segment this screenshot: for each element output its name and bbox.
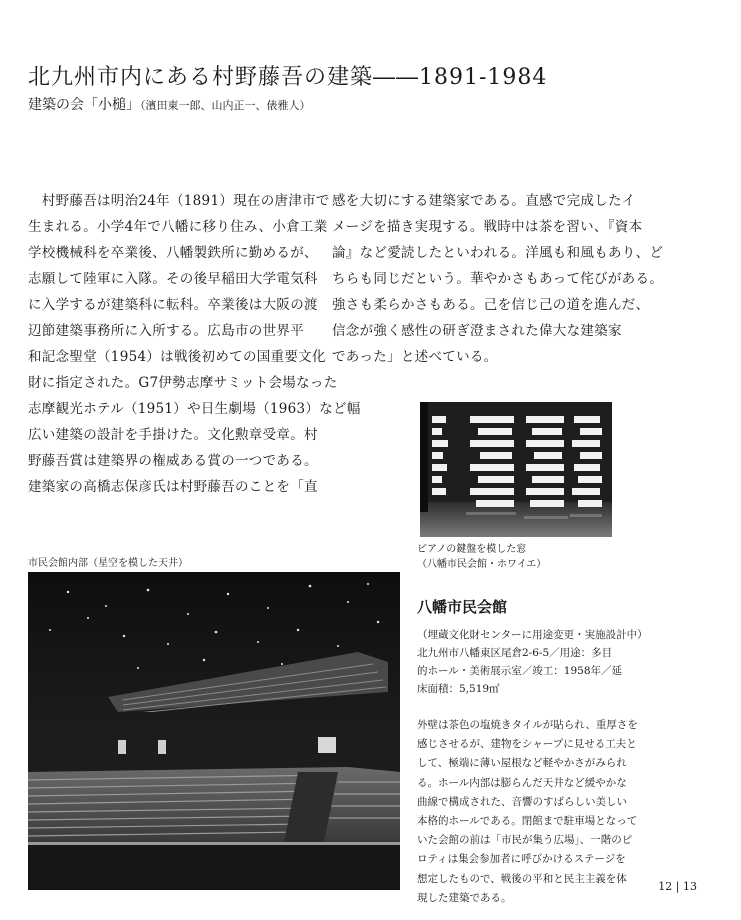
body-line: 志願して陸軍に入隊。その後早稲田大学電気科 <box>28 271 318 287</box>
info-line: 的ホール・美術展示室／竣工：1958年／延 <box>417 665 623 677</box>
body-line: メージを描き実現する。戦時中は茶を習い、『資本 <box>332 219 643 235</box>
body-line: 感を大切にする建築家である。直感で完成したイ <box>332 193 636 209</box>
body-line: であった」と述べている。 <box>332 349 498 365</box>
body-column-1 <box>28 188 361 500</box>
article-title: 北九州市内にある村野藤吾の建築――1891-1984 <box>28 65 548 90</box>
hall-photo-caption: 市民会館内部（星空を模した天井） <box>28 558 188 569</box>
info-line: （埋蔵文化財センターに用途変更・実施設計中） <box>417 629 648 641</box>
desc-line: 本格的ホールである。閉館まで駐車場となって <box>417 815 638 828</box>
desc-line: 想定したもので、戦後の平和と民主主義を体 <box>417 872 627 885</box>
info-line: 北九州市八幡東区尾倉2-6-5／用途：多目 <box>417 647 613 659</box>
desc-line: 外壁は茶色の塩焼きタイルが貼られ、重厚さを <box>417 719 638 731</box>
body-line: 野藤吾賞は建築界の権威ある賞の一つである。 <box>28 453 318 469</box>
desc-line: 現した建築である。 <box>417 891 512 904</box>
window-photo-caption <box>417 542 546 572</box>
hall-interior-photo <box>28 572 400 890</box>
building-description <box>417 716 638 908</box>
hall-interior-illustration <box>28 572 400 890</box>
desc-line: 曲線で構成された、音響のすばらしい美しい <box>417 795 627 808</box>
body-line: 辺節建築事務所に入所する。広島市の世界平 <box>28 323 304 339</box>
body-line: 強さも柔らかさもある。己を信じ己の道を進んだ、 <box>332 297 650 313</box>
desc-line: いた会館の前は「市民が集う広場」、一階のピ <box>417 834 633 847</box>
subtitle-members: （濱田東一郎、山内正一、俵雅人） <box>140 99 311 112</box>
piano-window-photo <box>420 402 612 537</box>
body-line: 村野藤吾は明治24年（1891）現在の唐津市で <box>28 193 330 209</box>
piano-window-illustration <box>420 402 612 537</box>
desc-line: して、極端に薄い屋根など軽やかさがみられ <box>417 757 627 770</box>
body-line: 生まれる。小学4年で八幡に移り住み、小倉工業 <box>28 219 328 235</box>
body-line: 信念が強く感性の研ぎ澄まされた偉大な建築家 <box>332 323 622 339</box>
body-line: に入学するが建築科に転科。卒業後は大阪の渡 <box>28 297 318 313</box>
desc-line: 感じさせるが、建物をシャープに見せる工夫と <box>417 738 637 751</box>
body-line: 学校機械科を卒業後、八幡製鉄所に勤めるが、 <box>28 245 318 261</box>
body-column-2 <box>332 188 663 370</box>
body-line: ちらも同じだという。華やかさもあって侘びがある。 <box>332 271 664 287</box>
article-subtitle <box>28 94 311 114</box>
body-line: 広い建築の設計を手掛けた。文化勲章受章。村 <box>28 427 318 443</box>
page-numbers: 12 | 13 <box>658 880 697 893</box>
body-line: 和記念聖堂（1954）は戦後初めての国重要文化 <box>28 349 326 365</box>
body-line: 建築家の高橋志保彦氏は村野藤吾のことを「直 <box>28 479 318 495</box>
info-line: 床面積：5,519㎡ <box>417 683 500 695</box>
subtitle-group: 建築の会「小槌」 <box>28 97 140 113</box>
body-line: 志摩観光ホテル（1951）や日生劇場（1963）など幅 <box>28 401 361 417</box>
building-info <box>417 626 648 698</box>
desc-line: る。ホール内部は膨らんだ天井など緩やかな <box>417 776 627 789</box>
building-name: 八幡市民会館 <box>417 598 508 616</box>
body-line: 財に指定された。G7伊勢志摩サミット会場なった <box>28 375 338 391</box>
caption-line: （八幡市民会館・ホワイエ） <box>417 559 547 570</box>
desc-line: ロティは集会参加者に呼びかけるステージを <box>417 853 626 866</box>
body-line: 論』など愛読したといわれる。洋風も和風もあり、ど <box>332 245 664 261</box>
caption-line: ピアノの鍵盤を模した窓 <box>417 544 527 555</box>
